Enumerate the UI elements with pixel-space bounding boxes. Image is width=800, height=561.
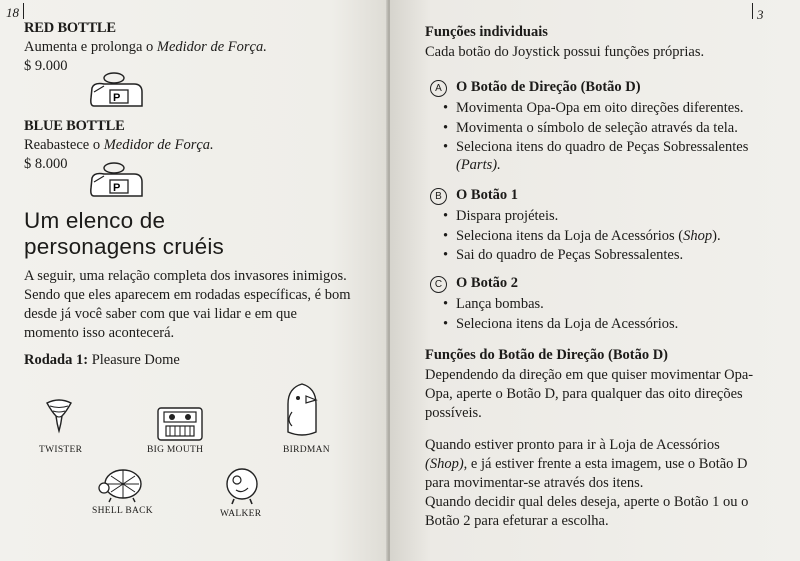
enemy-label-walker: WALKER (220, 509, 262, 519)
page-number-rule (23, 3, 24, 19)
intro-line-3: desde já você saber com que vai lidar e em que (24, 306, 297, 322)
enemy-label-big-mouth: BIG MOUTH (147, 445, 204, 455)
enemy-label-shell-back: SHELL BACK (92, 506, 153, 516)
button-b-list (440, 207, 721, 266)
page-number-rule-right (752, 3, 753, 19)
red-bottle-price: $ 9.000 (24, 58, 68, 74)
red-bottle-title: RED BOTTLE (24, 20, 116, 36)
section-title-line-2: personagens cruéis (24, 234, 224, 259)
shop-line-5: Botão 2 para efeturar a escolha. (425, 513, 609, 529)
button-c-item: • Seleciona itens da Loja de Acessórios. (440, 315, 678, 335)
button-a-item: • Movimenta o símbolo de seleção através da tela. (440, 119, 748, 139)
left-page (0, 0, 390, 561)
page-number-left: 18 (6, 5, 19, 20)
red-bottle-description: Aumenta e prolonga o Medidor de Força. (24, 39, 267, 55)
badge-b: B (430, 188, 447, 205)
blue-bottle-description: Reabastece o Medidor de Força. (24, 137, 214, 153)
intro-line-2: Sendo que eles aparecem em rodadas específicas, é bom (24, 287, 351, 303)
direction-line-2: Opa, aperte o Botão D, para qualquer das oito direções (425, 386, 743, 402)
svg-text:P: P (113, 92, 121, 104)
blue-bottle-title: BLUE BOTTLE (24, 118, 125, 134)
button-b-title: O Botão 1 (456, 187, 519, 203)
shop-line-2: (Shop), e já estiver frente a esta imagem, use o Botão D (425, 456, 748, 472)
badge-c: C (430, 276, 447, 293)
button-a-title: O Botão de Direção (Botão D) (456, 79, 641, 95)
button-b-item: • Seleciona itens da Loja de Acessórios (Shop). (440, 227, 721, 247)
section-title-line-1: Um elenco de (24, 208, 166, 233)
enemy-label-twister: TWISTER (39, 445, 83, 455)
shop-line-4: Quando decidir qual deles deseja, aperte o Botão 1 ou o (425, 494, 749, 510)
right-page (390, 0, 800, 561)
shop-line-3: para movimentar-se através dos itens. (425, 475, 644, 491)
button-a-item: • Movimenta Opa-Opa em oito direções diferentes. (440, 99, 748, 119)
button-a-list (440, 99, 748, 158)
twister-icon (44, 398, 74, 434)
direction-line-1: Dependendo da direção em que quiser movimentar Opa- (425, 367, 754, 383)
walker-icon (222, 466, 262, 506)
individual-functions-title: Funções individuais (425, 24, 548, 40)
button-c-title: O Botão 2 (456, 275, 519, 291)
shop-line-1: Quando estiver pronto para ir à Loja de Acessórios (425, 437, 720, 453)
page-number-right: 3 (757, 7, 764, 22)
button-a-item-continuation: (Parts). (456, 157, 501, 173)
button-c-item: • Lança bombas. (440, 295, 678, 315)
direction-line-3: possíveis. (425, 405, 482, 421)
button-b-item: • Sai do quadro de Peças Sobressalentes. (440, 246, 721, 266)
enemy-label-birdman: BIRDMAN (283, 445, 330, 455)
shell-back-icon (97, 466, 147, 504)
birdman-icon (282, 382, 322, 438)
blue-bottle-icon (86, 158, 148, 202)
red-bottle-icon (86, 66, 148, 110)
round-heading: Rodada 1: Pleasure Dome (24, 352, 180, 368)
intro-line-4: momento isso acontecerá. (24, 325, 175, 341)
button-a-item: • Seleciona itens do quadro de Peças Sobressalentes (440, 138, 748, 158)
big-mouth-icon (156, 406, 204, 442)
intro-line-1: A seguir, uma relação completa dos invasores inimigos. (24, 268, 347, 284)
direction-functions-title: Funções do Botão de Direção (Botão D) (425, 347, 668, 363)
individual-functions-desc: Cada botão do Joystick possui funções próprias. (425, 44, 705, 60)
svg-text:P: P (113, 182, 121, 194)
badge-a: A (430, 80, 447, 97)
blue-bottle-price: $ 8.000 (24, 156, 68, 172)
button-b-item: • Dispara projéteis. (440, 207, 721, 227)
button-c-list (440, 295, 678, 334)
